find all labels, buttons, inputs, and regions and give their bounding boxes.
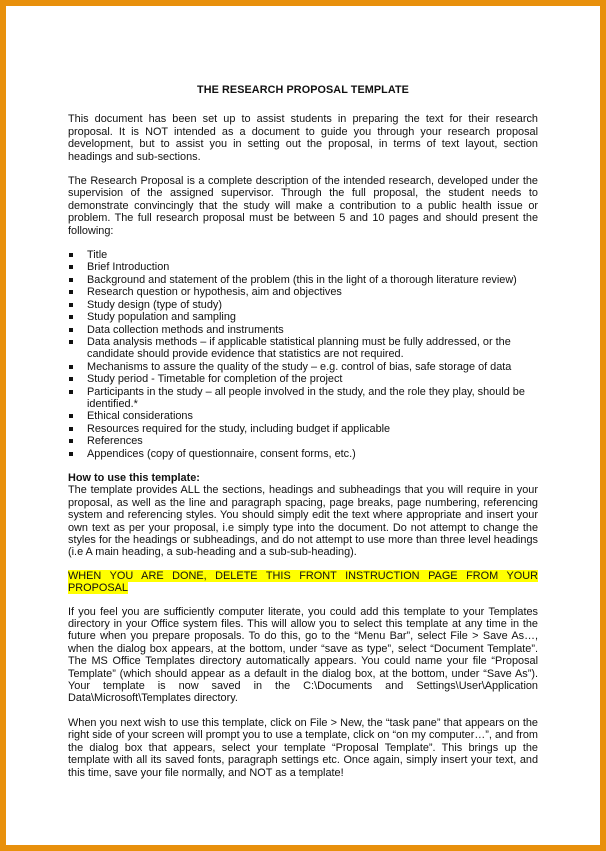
list-item: Data collection methods and instruments [68, 324, 538, 336]
list-item: Background and statement of the problem (this in the light of a thorough literature review) [68, 274, 538, 286]
list-item: Data analysis methods – if applicable statistical planning must be fully addressed, or the candidate should provide evidence that statistics are not required. [68, 336, 538, 361]
list-item: Resources required for the study, including budget if applicable [68, 423, 538, 435]
description-paragraph: The Research Proposal is a complete description of the intended research, developed under the supervision of the assigned supervisor. Through the full proposal, the student needs to demonstrate convincingly that the study will make a contribution to a public health issue or problem. The full research proposal must be between 5 and 10 pages and should present the following: [68, 175, 538, 237]
list-item: Brief Introduction [68, 261, 538, 273]
list-item: Research question or hypothesis, aim and objectives [68, 286, 538, 298]
list-item: Study design (type of study) [68, 299, 538, 311]
list-item: Participants in the study – all people involved in the study, and the role they play, should be identified.* [68, 386, 538, 411]
list-item: Study population and sampling [68, 311, 538, 323]
list-item: Mechanisms to assure the quality of the study – e.g. control of bias, safe storage of data [68, 361, 538, 373]
next-use-paragraph: When you next wish to use this template, click on File > New, the “task pane” that appears on the right side of your screen will prompt you to use a template, click on “on my computer…”, and from the dialog box that appears, select your template “Proposal Template”. This brings up the template with all its saved fonts, paragraph settings etc. Once again, simply insert your text, and this time, save your file normally, and NOT as a template! [68, 716, 538, 779]
required-sections-list [68, 249, 538, 460]
list-item: References [68, 435, 538, 447]
intro-paragraph: This document has been set up to assist students in preparing the text for their research proposal. It is NOT intended as a document to guide you through your research proposal development, but to assist you in setting out the proposal, in terms of text layout, section headings and sub-sections. [68, 113, 538, 163]
warning-paragraph [68, 570, 538, 595]
computer-literate-paragraph: If you feel you are sufficiently computer literate, you could add this template to your Templates directory in your Office system files. This will allow you to select this template at any time in the future when you prepare proposals. To do this, go to the “Menu Bar”, select File > Save As…, when the dialog box appears, at the bottom, under “save as type”, select “Document Template”. The MS Office Templates directory automatically appears. You could name your file “Proposal Template” (which should appear as a default in the dialog box, at the bottom, under “Save As”). Your template is now saved in the C:\Documents and Settings\User\Application Data\Microsoft\Templates directory. [68, 605, 538, 705]
document-title: THE RESEARCH PROPOSAL TEMPLATE [197, 84, 409, 96]
list-item: Study period - Timetable for completion of the project [68, 373, 538, 385]
list-item: Title [68, 249, 538, 261]
list-item: Appendices (copy of questionnaire, consent forms, etc.) [68, 448, 538, 460]
list-item: Ethical considerations [68, 410, 538, 422]
warning-highlight: WHEN YOU ARE DONE, DELETE THIS FRONT INSTRUCTION PAGE FROM YOUR PROPOSAL [68, 569, 538, 595]
how-to-paragraph: The template provides ALL the sections, headings and subheadings that you will require in your proposal, as well as the line and paragraph spacing, page breaks, page numbering, referencing system and referencing styles. You should simply edit the text where appropriate and insert your own text as per your proposal, i.e simply type into the document. Do not attempt to change the styles for the headings or subheadings, and do not attempt to use more than three level headings (i.e A main heading, a sub-heading and a sub-sub-heading). [68, 484, 538, 559]
document-page [6, 6, 600, 845]
how-to-heading: How to use this template: [68, 471, 200, 484]
